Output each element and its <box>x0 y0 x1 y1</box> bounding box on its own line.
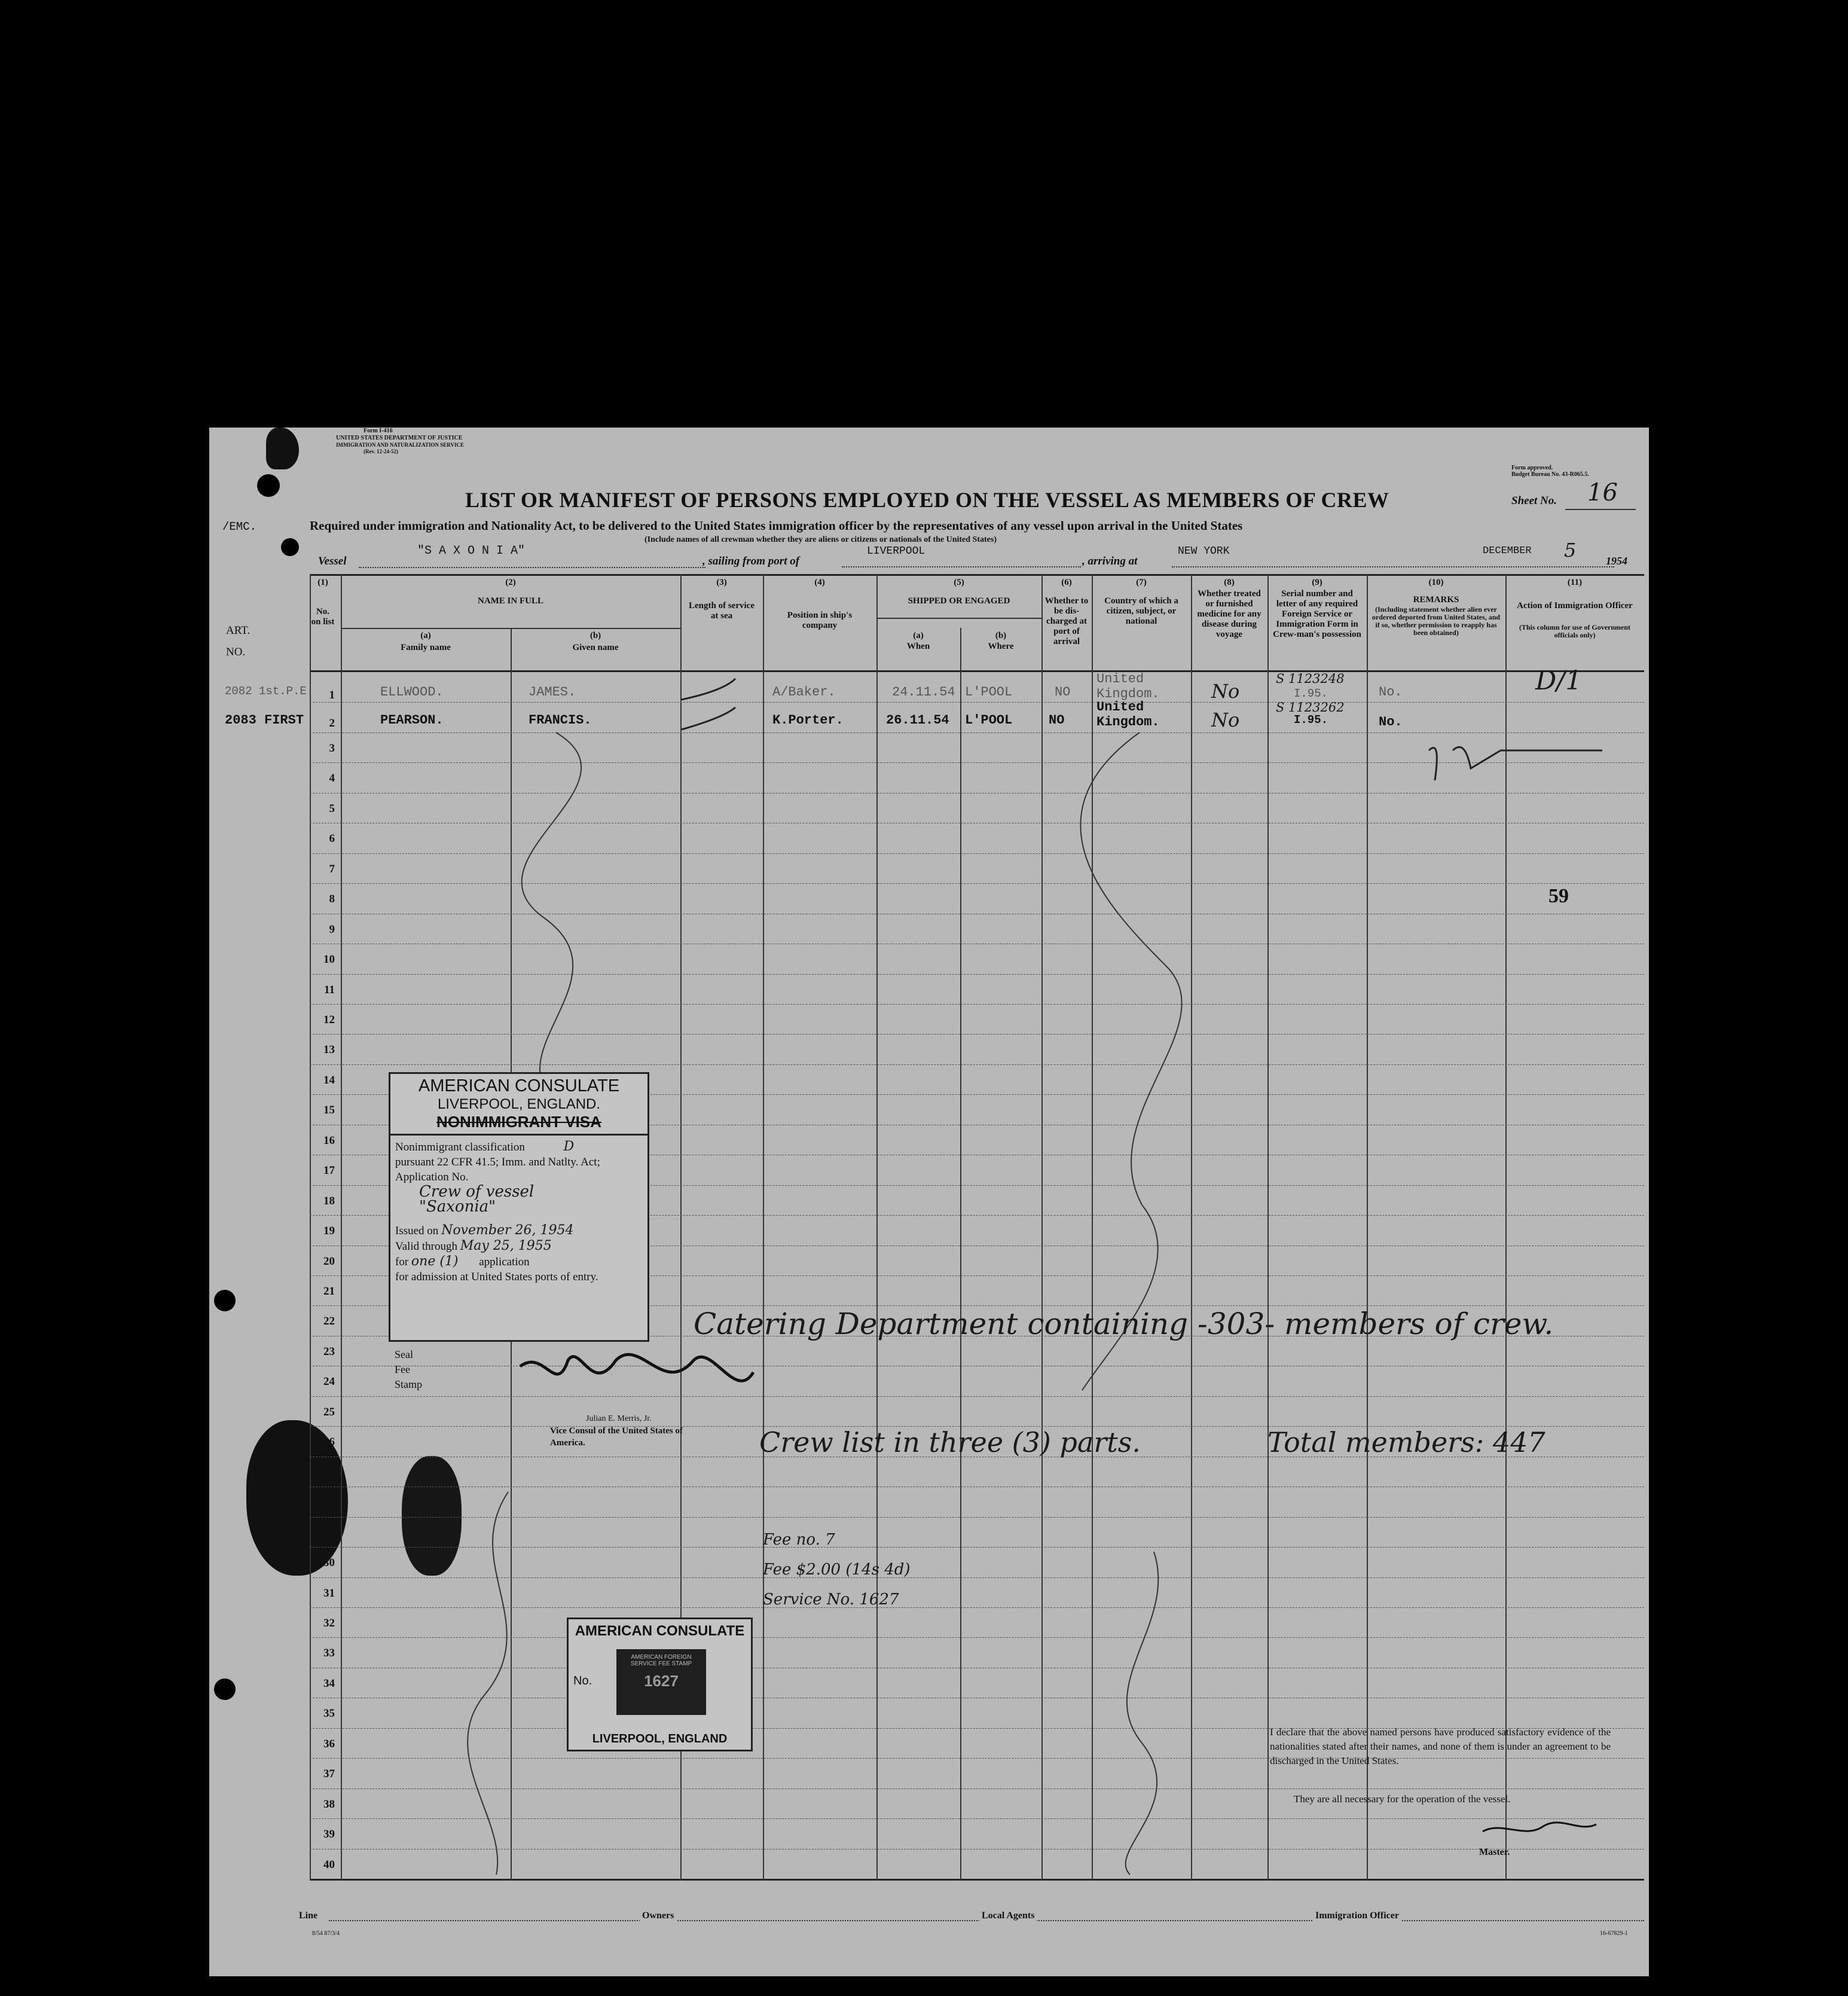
declaration-necessary: They are all necessary for the operation of the vessel. <box>1294 1793 1511 1805</box>
fee-amount: Fee $2.00 (14s 4d) <box>763 1561 911 1579</box>
row-number: 37 <box>323 1768 335 1781</box>
crew-parts-note: Crew list in three (3) parts. <box>759 1426 1141 1458</box>
col-2b-label: Given name <box>572 643 619 652</box>
visa-fee-label: Fee <box>395 1363 410 1375</box>
col-5a-label: When <box>906 642 930 651</box>
visa-stamp-label: Stamp <box>395 1378 423 1390</box>
form-approval: Form approved. <box>1511 465 1553 471</box>
entry-1-position: A/Baker. <box>772 685 836 700</box>
entry-2-where: L'POOL <box>965 713 1013 728</box>
entry-2-no: 2 <box>329 717 335 730</box>
visa-signer: Julian E. Merris, Jr. <box>586 1414 652 1423</box>
art-no-label: ART. NO. <box>226 624 251 658</box>
entry-1-when: 24.11.54 <box>892 685 955 700</box>
visa-admission: for admission at United States ports of entry. <box>395 1271 598 1283</box>
port-to: NEW YORK <box>1178 545 1230 557</box>
visa-valid-label: Valid through <box>395 1240 457 1253</box>
footer-code-left: 8/54 87/3/4 <box>312 1930 340 1937</box>
col-1-label: No. on list <box>311 607 335 627</box>
row-number: 7 <box>329 862 335 875</box>
agency-line-2: IMMIGRATION AND NATURALIZATION SERVICE <box>336 442 464 448</box>
row-number: 9 <box>329 923 335 936</box>
vessel-label: Vessel <box>318 555 347 567</box>
fee-stamp-no-label: No. <box>573 1674 592 1687</box>
form-revision: (Rev. 12-24-52) <box>364 448 398 454</box>
col-11-note: (This column for use of Government officials only) <box>1519 623 1631 639</box>
declaration-text: I declare that the above named persons have produced satisfactory evidence of the nationalities stated after their names, and none of them is under an agreement to be discharged in the United States. <box>1270 1726 1611 1766</box>
row-number: 29 <box>323 1526 335 1539</box>
visa-stamp-line-1: AMERICAN CONSULATE <box>418 1076 620 1095</box>
col-11-label: Action of Immigration Officer <box>1517 601 1633 611</box>
entry-2-medicine: No <box>1211 709 1240 731</box>
row-number: 19 <box>323 1225 335 1238</box>
col-11-num: (11) <box>1567 578 1583 587</box>
col-6-num: (6) <box>1061 578 1072 587</box>
entry-2-position: K.Porter. <box>772 713 844 728</box>
row-number: 14 <box>323 1073 335 1086</box>
sheet-number: 16 <box>1587 479 1618 506</box>
visa-application: application <box>479 1256 530 1268</box>
entry-2-discharged: NO <box>1049 713 1065 728</box>
row-number: 17 <box>323 1164 335 1177</box>
entry-1-where: L'POOL <box>965 685 1013 700</box>
row-number: 27 <box>323 1466 335 1479</box>
row-number: 36 <box>323 1737 335 1750</box>
fee-stamp-bottom: LIVERPOOL, ENGLAND <box>592 1732 728 1745</box>
fee-stamp <box>567 1617 753 1751</box>
entry-2-serial: S 1123262 <box>1276 700 1345 715</box>
col-10-label: REMARKS <box>1413 595 1459 605</box>
col-5b-label: Where <box>988 642 1014 651</box>
entry-1-medicine: No <box>1211 680 1240 703</box>
col-2-num: (2) <box>505 578 516 587</box>
col-2a-label: Family name <box>401 643 451 652</box>
visa-valid: May 25, 1955 <box>460 1238 552 1253</box>
col-5a-num: (a) <box>913 631 924 640</box>
row-number: 31 <box>323 1586 335 1600</box>
col-8-num: (8) <box>1224 578 1235 587</box>
page-stamp: 59 <box>1548 885 1569 907</box>
footer-line: Line <box>299 1910 318 1921</box>
col-5-num: (5) <box>954 578 964 587</box>
visa-issued-label: Issued on <box>395 1225 439 1237</box>
fee-no: Fee no. 7 <box>763 1531 835 1549</box>
col-7-num: (7) <box>1136 578 1147 587</box>
row-number: 11 <box>324 983 335 996</box>
row-number: 10 <box>323 953 335 966</box>
visa-pursuant: pursuant 22 CFR 41.5; Imm. and Natlty. Act; Application No. <box>395 1156 600 1183</box>
visa-stamp-line-2: LIVERPOOL, ENGLAND. <box>437 1096 601 1112</box>
visa-crew-of: Crew of vessel <box>419 1183 534 1201</box>
budget-number: Budget Bureau No. 43-R065.5. <box>1511 471 1589 478</box>
service-no: Service No. 1627 <box>763 1591 899 1609</box>
catering-note: Catering Department containing -303- members of crew. <box>694 1307 1554 1341</box>
col-2-label: NAME IN FULL <box>477 596 543 606</box>
row-number: 12 <box>323 1013 335 1026</box>
col-6-label: Whether to be dis- charged at port of arrival <box>1044 596 1089 646</box>
row-number: 28 <box>323 1496 335 1509</box>
col-3-label: Length of service at sea <box>689 601 755 621</box>
entry-2-family: PEARSON. <box>380 713 444 728</box>
entry-2-art: 2083 FIRST <box>225 713 304 728</box>
manifest-page <box>209 428 1649 1976</box>
col-10-note: (Including statement whether alien ever ordered deported from United States, and if so, whether permission to reapply has been obtained) <box>1372 605 1501 637</box>
entry-1-family: ELLWOOD. <box>380 685 444 700</box>
row-number: 16 <box>323 1134 335 1147</box>
sheet-label: Sheet No. <box>1511 495 1557 507</box>
row-number: 13 <box>323 1043 335 1057</box>
visa-for-label: for <box>395 1256 409 1268</box>
fee-stamp-image <box>616 1649 706 1715</box>
row-number: 5 <box>329 802 335 815</box>
col-2b-num: (b) <box>589 631 601 640</box>
row-number: 35 <box>323 1707 335 1720</box>
visa-signer-title: Vice Consul of the United States of America. <box>550 1426 683 1448</box>
entry-2-country: United Kingdom. <box>1096 700 1160 730</box>
visa-vessel: "Saxonia" <box>419 1198 496 1216</box>
arrival-month: DECEMBER <box>1483 545 1532 557</box>
entry-2-when: 26.11.54 <box>886 713 949 728</box>
margin-note: /EMC. <box>222 520 257 533</box>
col-5-label: SHIPPED OR ENGAGED <box>908 596 1010 606</box>
footer-owners: Owners <box>640 1910 676 1921</box>
master-label: Master. <box>1479 1847 1510 1857</box>
form-subtitle: Required under immigration and Nationality Act, to be delivered to the United States immigration officer by the representatives of any vessel upon arrival in the United States <box>310 518 1243 533</box>
visa-stamp <box>389 1072 649 1342</box>
row-number: 4 <box>329 772 335 785</box>
col-9-num: (9) <box>1312 578 1322 587</box>
row-number: 8 <box>329 893 335 906</box>
col-2a-num: (a) <box>420 631 431 640</box>
col-10-num: (10) <box>1428 578 1444 587</box>
fee-stamp-top: AMERICAN CONSULATE <box>575 1623 745 1639</box>
row-number: 23 <box>323 1345 335 1358</box>
port-from: LIVERPOOL <box>867 545 925 557</box>
entry-1-given: JAMES. <box>529 685 576 700</box>
fee-stamp-text: AMERICAN FOREIGN SERVICE FEE STAMP <box>630 1654 692 1667</box>
visa-issued: November 26, 1954 <box>441 1223 574 1238</box>
row-number: 3 <box>329 741 335 755</box>
entry-1-serial: S 1123248 <box>1276 672 1345 686</box>
row-number: 22 <box>323 1315 335 1328</box>
col-3-num: (3) <box>716 578 727 587</box>
arrival-year: 1954 <box>1606 555 1627 567</box>
col-4-label: Position in ship's company <box>787 611 853 630</box>
visa-for: one (1) <box>411 1254 459 1269</box>
row-number: 26 <box>323 1436 335 1449</box>
col-4-num: (4) <box>814 578 825 587</box>
entry-2-given: FRANCIS. <box>529 713 592 728</box>
row-number: 15 <box>323 1104 335 1117</box>
visa-class-value: D <box>563 1139 575 1154</box>
agency-line-1: UNITED STATES DEPARTMENT OF JUSTICE <box>336 435 463 441</box>
vessel-name: "S A X O N I A" <box>417 544 526 558</box>
row-number: 20 <box>323 1255 335 1268</box>
arrival-day: 5 <box>1564 539 1577 561</box>
row-number: 6 <box>329 832 335 846</box>
row-number: 30 <box>323 1556 335 1570</box>
form-note: (Include names of all crewman whether they are aliens or citizens or nationals of the United States) <box>644 535 997 544</box>
row-number: 40 <box>323 1858 335 1871</box>
entry-1-serial-form: I.95. <box>1294 687 1328 700</box>
col-7-label: Country of which a citizen, subject, or national <box>1104 596 1178 626</box>
entry-1-country: United Kingdom. <box>1096 672 1160 701</box>
row-number: 38 <box>323 1797 335 1811</box>
entry-1-remarks: No. <box>1379 685 1403 700</box>
visa-seal-label: Seal <box>395 1348 413 1360</box>
fee-stamp-number: 1627 <box>644 1672 679 1690</box>
row-number: 32 <box>323 1616 335 1629</box>
col-5b-num: (b) <box>995 631 1007 640</box>
row-number: 34 <box>323 1677 335 1690</box>
row-number: 39 <box>323 1828 335 1841</box>
arriving-label: , arriving at <box>1082 555 1138 567</box>
footer-officer: Immigration Officer <box>1313 1910 1401 1921</box>
total-members-note: Total members: 447 <box>1267 1426 1545 1458</box>
entry-1-action: D/1 <box>1535 666 1583 696</box>
row-number: 21 <box>323 1285 335 1298</box>
footer-agents: Local Agents <box>979 1910 1037 1921</box>
visa-class-label: Nonimmigrant classification <box>395 1141 525 1153</box>
visa-stamp-line-3: NONIMMIGRANT VISA <box>390 1113 647 1136</box>
form-title: LIST OR MANIFEST OF PERSONS EMPLOYED ON THE VESSEL AS MEMBERS OF CREW <box>465 488 1389 512</box>
row-number: 24 <box>323 1375 335 1388</box>
footer-code-right: 16-67829-1 <box>1600 1930 1628 1937</box>
row-number: 25 <box>323 1405 335 1418</box>
col-8-label: Whether treated or furnished medicine for any disease during voyage <box>1197 589 1261 639</box>
sailing-label: , sailing from port of <box>702 555 800 567</box>
entry-2-remarks: No. <box>1379 715 1403 730</box>
col-9-label: Serial number and letter of any required Foreign Service or Immigration Form in Crew-man's possession <box>1273 589 1361 639</box>
row-number: 33 <box>323 1647 335 1660</box>
entry-1-art: 2082 1st.P.E. <box>225 685 314 698</box>
entry-2-serial-form: I.95. <box>1294 713 1328 727</box>
entry-1-discharged: NO <box>1055 685 1071 700</box>
form-number: Form I-416 <box>364 428 393 434</box>
row-number: 18 <box>323 1194 335 1207</box>
col-1-num: (1) <box>317 578 328 587</box>
entry-1-no: 1 <box>329 689 335 701</box>
